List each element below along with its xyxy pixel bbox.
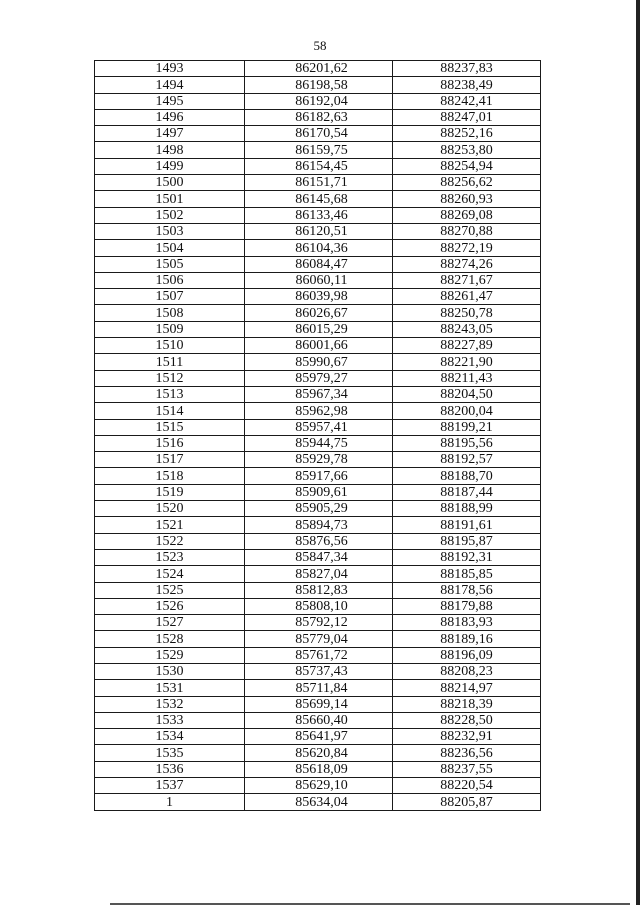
y-coordinate-cell: 88195,56 (393, 435, 541, 451)
y-coordinate-cell: 88238,49 (393, 77, 541, 93)
x-coordinate-cell: 85876,56 (245, 533, 393, 549)
point-number-cell: 1526 (95, 598, 245, 614)
x-coordinate-cell: 86084,47 (245, 256, 393, 272)
x-coordinate-cell: 86060,11 (245, 272, 393, 288)
point-number-cell: 1525 (95, 582, 245, 598)
point-number-cell: 1513 (95, 386, 245, 402)
point-number-cell: 1499 (95, 158, 245, 174)
y-coordinate-cell: 88270,88 (393, 223, 541, 239)
table-row (95, 207, 541, 223)
y-coordinate-cell: 88232,91 (393, 729, 541, 745)
y-coordinate-cell: 88261,47 (393, 289, 541, 305)
x-coordinate-cell: 85620,84 (245, 745, 393, 761)
point-number-cell: 1527 (95, 615, 245, 631)
point-number-cell: 1510 (95, 338, 245, 354)
point-number-cell: 1509 (95, 321, 245, 337)
table-row (95, 582, 541, 598)
coordinates-table (94, 60, 541, 811)
y-coordinate-cell: 88195,87 (393, 533, 541, 549)
point-number-cell: 1502 (95, 207, 245, 223)
x-coordinate-cell: 85737,43 (245, 663, 393, 679)
table-row (95, 272, 541, 288)
x-coordinate-cell: 85957,41 (245, 419, 393, 435)
table-row (95, 680, 541, 696)
x-coordinate-cell: 85711,84 (245, 680, 393, 696)
x-coordinate-cell: 85660,40 (245, 712, 393, 728)
y-coordinate-cell: 88272,19 (393, 240, 541, 256)
table-row (95, 729, 541, 745)
x-coordinate-cell: 86104,36 (245, 240, 393, 256)
point-number-cell: 1 (95, 794, 245, 810)
scan-edge-right (636, 0, 640, 905)
y-coordinate-cell: 88274,26 (393, 256, 541, 272)
x-coordinate-cell: 86145,68 (245, 191, 393, 207)
y-coordinate-cell: 88191,61 (393, 517, 541, 533)
x-coordinate-cell: 85792,12 (245, 615, 393, 631)
x-coordinate-cell: 85812,83 (245, 582, 393, 598)
x-coordinate-cell: 85618,09 (245, 761, 393, 777)
point-number-cell: 1501 (95, 191, 245, 207)
point-number-cell: 1506 (95, 272, 245, 288)
x-coordinate-cell: 85847,34 (245, 549, 393, 565)
page-number: 58 (313, 38, 327, 53)
y-coordinate-cell: 88205,87 (393, 794, 541, 810)
table-row (95, 321, 541, 337)
y-coordinate-cell: 88188,99 (393, 501, 541, 517)
point-number-cell: 1533 (95, 712, 245, 728)
y-coordinate-cell: 88253,80 (393, 142, 541, 158)
y-coordinate-cell: 88185,85 (393, 566, 541, 582)
x-coordinate-cell: 85629,10 (245, 778, 393, 794)
point-number-cell: 1534 (95, 729, 245, 745)
point-number-cell: 1521 (95, 517, 245, 533)
table-row (95, 158, 541, 174)
table-row (95, 240, 541, 256)
table-row (95, 338, 541, 354)
table-row (95, 142, 541, 158)
point-number-cell: 1531 (95, 680, 245, 696)
point-number-cell: 1522 (95, 533, 245, 549)
table-row (95, 761, 541, 777)
y-coordinate-cell: 88242,41 (393, 93, 541, 109)
table-row (95, 403, 541, 419)
y-coordinate-cell: 88228,50 (393, 712, 541, 728)
x-coordinate-cell: 85909,61 (245, 484, 393, 500)
point-number-cell: 1503 (95, 223, 245, 239)
y-coordinate-cell: 88250,78 (393, 305, 541, 321)
y-coordinate-cell: 88220,54 (393, 778, 541, 794)
table-row (95, 598, 541, 614)
x-coordinate-cell: 85917,66 (245, 468, 393, 484)
point-number-cell: 1532 (95, 696, 245, 712)
point-number-cell: 1524 (95, 566, 245, 582)
point-number-cell: 1520 (95, 501, 245, 517)
x-coordinate-cell: 86026,67 (245, 305, 393, 321)
y-coordinate-cell: 88188,70 (393, 468, 541, 484)
x-coordinate-cell: 86039,98 (245, 289, 393, 305)
y-coordinate-cell: 88218,39 (393, 696, 541, 712)
point-number-cell: 1493 (95, 61, 245, 77)
table-row (95, 794, 541, 810)
point-number-cell: 1536 (95, 761, 245, 777)
y-coordinate-cell: 88237,83 (393, 61, 541, 77)
y-coordinate-cell: 88199,21 (393, 419, 541, 435)
table-row (95, 77, 541, 93)
point-number-cell: 1494 (95, 77, 245, 93)
x-coordinate-cell: 85761,72 (245, 647, 393, 663)
x-coordinate-cell: 86170,54 (245, 126, 393, 142)
point-number-cell: 1495 (95, 93, 245, 109)
point-number-cell: 1497 (95, 126, 245, 142)
table-row (95, 745, 541, 761)
table-row (95, 452, 541, 468)
table-row (95, 289, 541, 305)
point-number-cell: 1537 (95, 778, 245, 794)
table-row (95, 484, 541, 500)
x-coordinate-cell: 86154,45 (245, 158, 393, 174)
table-row (95, 517, 541, 533)
point-number-cell: 1504 (95, 240, 245, 256)
table-row (95, 370, 541, 386)
point-number-cell: 1496 (95, 109, 245, 125)
point-number-cell: 1508 (95, 305, 245, 321)
y-coordinate-cell: 88189,16 (393, 631, 541, 647)
table-row (95, 501, 541, 517)
point-number-cell: 1528 (95, 631, 245, 647)
table-row (95, 354, 541, 370)
x-coordinate-cell: 86201,62 (245, 61, 393, 77)
table-row (95, 126, 541, 142)
x-coordinate-cell: 85962,98 (245, 403, 393, 419)
x-coordinate-cell: 85641,97 (245, 729, 393, 745)
point-number-cell: 1518 (95, 468, 245, 484)
x-coordinate-cell: 85808,10 (245, 598, 393, 614)
y-coordinate-cell: 88256,62 (393, 175, 541, 191)
point-number-cell: 1516 (95, 435, 245, 451)
point-number-cell: 1515 (95, 419, 245, 435)
coordinates-table-body (95, 61, 541, 811)
x-coordinate-cell: 85944,75 (245, 435, 393, 451)
y-coordinate-cell: 88196,09 (393, 647, 541, 663)
table-row (95, 223, 541, 239)
table-row (95, 778, 541, 794)
y-coordinate-cell: 88179,88 (393, 598, 541, 614)
y-coordinate-cell: 88192,57 (393, 452, 541, 468)
y-coordinate-cell: 88271,67 (393, 272, 541, 288)
y-coordinate-cell: 88254,94 (393, 158, 541, 174)
table-row (95, 615, 541, 631)
y-coordinate-cell: 88208,23 (393, 663, 541, 679)
table-row (95, 419, 541, 435)
table-row (95, 386, 541, 402)
y-coordinate-cell: 88192,31 (393, 549, 541, 565)
x-coordinate-cell: 85905,29 (245, 501, 393, 517)
table-row (95, 61, 541, 77)
x-coordinate-cell: 86159,75 (245, 142, 393, 158)
y-coordinate-cell: 88200,04 (393, 403, 541, 419)
x-coordinate-cell: 85634,04 (245, 794, 393, 810)
point-number-cell: 1529 (95, 647, 245, 663)
x-coordinate-cell: 86192,04 (245, 93, 393, 109)
x-coordinate-cell: 85967,34 (245, 386, 393, 402)
y-coordinate-cell: 88260,93 (393, 191, 541, 207)
point-number-cell: 1517 (95, 452, 245, 468)
x-coordinate-cell: 85979,27 (245, 370, 393, 386)
table-row (95, 256, 541, 272)
point-number-cell: 1500 (95, 175, 245, 191)
y-coordinate-cell: 88214,97 (393, 680, 541, 696)
point-number-cell: 1505 (95, 256, 245, 272)
y-coordinate-cell: 88269,08 (393, 207, 541, 223)
table-row (95, 93, 541, 109)
point-number-cell: 1514 (95, 403, 245, 419)
table-row (95, 712, 541, 728)
y-coordinate-cell: 88236,56 (393, 745, 541, 761)
table-row (95, 305, 541, 321)
x-coordinate-cell: 86198,58 (245, 77, 393, 93)
y-coordinate-cell: 88178,56 (393, 582, 541, 598)
y-coordinate-cell: 88183,93 (393, 615, 541, 631)
point-number-cell: 1519 (95, 484, 245, 500)
y-coordinate-cell: 88187,44 (393, 484, 541, 500)
table-row (95, 435, 541, 451)
x-coordinate-cell: 86182,63 (245, 109, 393, 125)
y-coordinate-cell: 88204,50 (393, 386, 541, 402)
x-coordinate-cell: 86120,51 (245, 223, 393, 239)
table-row (95, 696, 541, 712)
table-row (95, 175, 541, 191)
x-coordinate-cell: 85827,04 (245, 566, 393, 582)
x-coordinate-cell: 86133,46 (245, 207, 393, 223)
point-number-cell: 1498 (95, 142, 245, 158)
y-coordinate-cell: 88252,16 (393, 126, 541, 142)
point-number-cell: 1535 (95, 745, 245, 761)
y-coordinate-cell: 88237,55 (393, 761, 541, 777)
x-coordinate-cell: 85779,04 (245, 631, 393, 647)
table-row (95, 663, 541, 679)
x-coordinate-cell: 86151,71 (245, 175, 393, 191)
x-coordinate-cell: 86015,29 (245, 321, 393, 337)
x-coordinate-cell: 85990,67 (245, 354, 393, 370)
y-coordinate-cell: 88221,90 (393, 354, 541, 370)
table-row (95, 647, 541, 663)
table-row (95, 109, 541, 125)
table-row (95, 566, 541, 582)
x-coordinate-cell: 85929,78 (245, 452, 393, 468)
point-number-cell: 1523 (95, 549, 245, 565)
table-row (95, 533, 541, 549)
table-row (95, 191, 541, 207)
y-coordinate-cell: 88243,05 (393, 321, 541, 337)
table-row (95, 468, 541, 484)
point-number-cell: 1507 (95, 289, 245, 305)
point-number-cell: 1511 (95, 354, 245, 370)
point-number-cell: 1530 (95, 663, 245, 679)
point-number-cell: 1512 (95, 370, 245, 386)
table-row (95, 631, 541, 647)
x-coordinate-cell: 85699,14 (245, 696, 393, 712)
y-coordinate-cell: 88227,89 (393, 338, 541, 354)
y-coordinate-cell: 88211,43 (393, 370, 541, 386)
x-coordinate-cell: 86001,66 (245, 338, 393, 354)
x-coordinate-cell: 85894,73 (245, 517, 393, 533)
y-coordinate-cell: 88247,01 (393, 109, 541, 125)
table-row (95, 549, 541, 565)
